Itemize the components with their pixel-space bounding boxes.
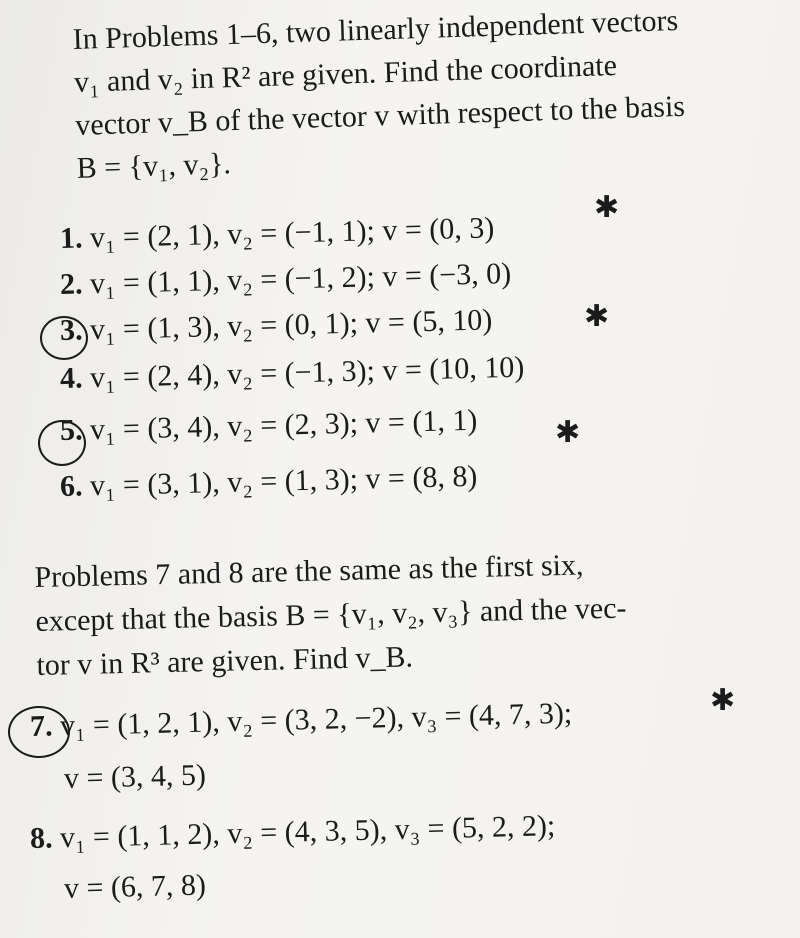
problem-6-text: v₁ = (3, 1), v₂ = (1, 3); v = (8, 8) xyxy=(89,459,478,503)
problem-8-line-2: v = (6, 7, 8) xyxy=(63,868,207,905)
star-mark-5: ✱ xyxy=(555,415,581,450)
section-2-line-3: tor v in R³ are given. Find v_B. xyxy=(36,640,414,682)
problem-5-text: v₁ = (3, 4), v₂ = (2, 3); v = (1, 1) xyxy=(89,403,478,447)
problem-4 xyxy=(60,351,525,396)
star-mark-7: ✱ xyxy=(710,683,736,718)
problem-6 xyxy=(60,460,478,504)
problem-4-number: 4. xyxy=(59,361,83,395)
problem-1 xyxy=(60,211,495,256)
problem-8-line-1: v₁ = (1, 1, 2), v₂ = (4, 3, 5), v₃ = (5, 2, 2); xyxy=(59,809,556,855)
problem-7-line-1: v₁ = (1, 2, 1), v₂ = (3, 2, −2), v₃ = (4, 7, 3); xyxy=(59,696,573,743)
intro-line-2: v₁ and v₂ in R² are given. Find the coordinate xyxy=(73,48,618,99)
problem-3-number: 3. xyxy=(59,313,83,347)
problem-8-continuation xyxy=(64,869,207,906)
problem-3 xyxy=(60,303,493,348)
problem-2-text: v₁ = (1, 1), v₂ = (−1, 2); v = (−3, 0) xyxy=(89,256,512,301)
problem-7-line-2: v = (3, 4, 5) xyxy=(63,758,207,795)
star-mark-3: ✱ xyxy=(584,299,610,334)
problem-2-number: 2. xyxy=(59,267,83,301)
problem-5-number: 5. xyxy=(59,413,83,447)
section-2-paragraph xyxy=(34,539,797,688)
problem-8-number: 8. xyxy=(29,821,53,855)
problem-1-number: 1. xyxy=(59,221,83,255)
problem-7-continuation xyxy=(64,759,207,796)
intro-line-3: vector v_B of the vector v with respect to the basis xyxy=(74,89,686,142)
section-2-line-1: Problems 7 and 8 are the same as the first six, xyxy=(34,548,584,594)
section-2-line-2: except that the basis B = {v₁, v₂, v₃} and the vec- xyxy=(35,591,627,638)
problem-7 xyxy=(30,697,573,744)
intro-line-1: In Problems 1–6, two linearly independent vectors xyxy=(72,3,679,56)
problem-7-number: 7. xyxy=(29,709,53,743)
star-mark-1: ✱ xyxy=(594,190,620,225)
problem-4-text: v₁ = (2, 4), v₂ = (−1, 3); v = (10, 10) xyxy=(89,350,525,395)
problem-6-number: 6. xyxy=(59,469,83,503)
problem-2 xyxy=(60,257,512,302)
intro-paragraph xyxy=(72,0,777,190)
problem-8 xyxy=(30,809,556,856)
intro-line-4: B = {v₁, v₂}. xyxy=(76,147,232,185)
problem-3-text: v₁ = (1, 3), v₂ = (0, 1); v = (5, 10) xyxy=(89,303,493,347)
problem-5 xyxy=(60,404,478,448)
problem-1-text: v₁ = (2, 1), v₂ = (−1, 1); v = (0, 3) xyxy=(89,211,495,255)
